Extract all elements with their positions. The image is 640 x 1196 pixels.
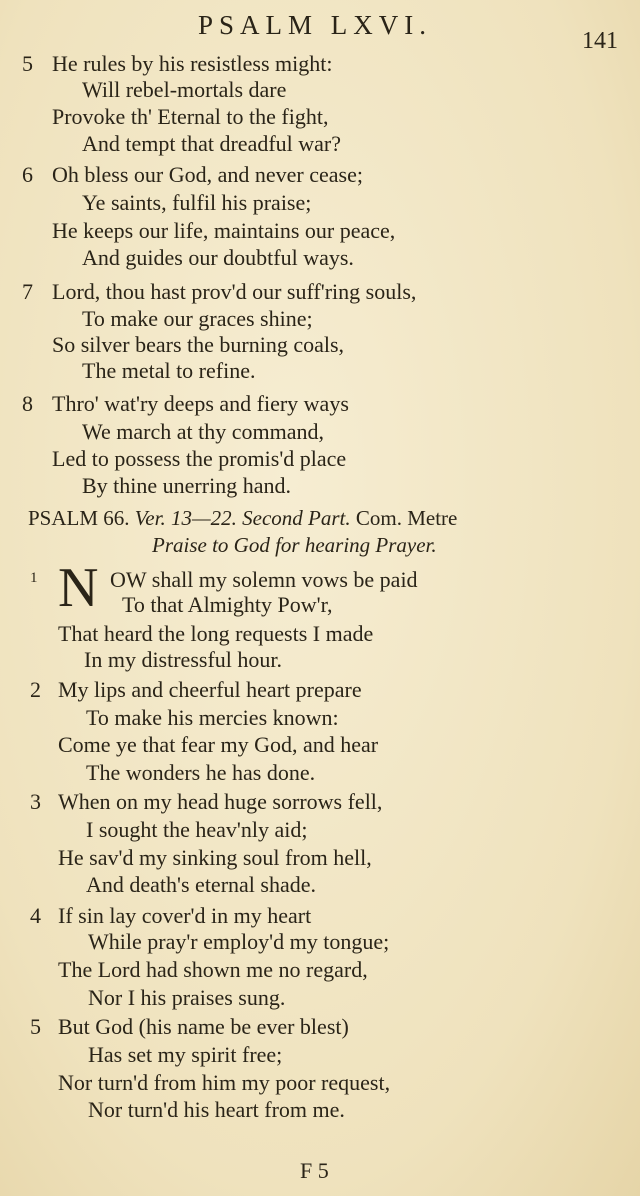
verse-line: I sought the heav'nly aid;: [86, 817, 308, 842]
verse-line: He rules by his resistless might:: [52, 51, 333, 76]
verse-line: And tempt that dreadful war?: [82, 131, 342, 156]
section-verses-ref: Ver. 13—22.: [134, 506, 237, 530]
verse-line: To make our graces shine;: [82, 306, 313, 331]
verse-line: Ye saints, fulfil his praise;: [82, 190, 312, 215]
verse-number: 5: [30, 1014, 41, 1039]
drop-cap: N: [58, 557, 99, 619]
verse-line: Led to possess the promis'd place: [52, 446, 347, 471]
verse-line: By thine unerring hand.: [82, 473, 291, 498]
verse-number: 4: [30, 903, 41, 928]
verse-line: Oh bless our God, and never cease;: [52, 162, 363, 187]
verse-number: 6: [22, 162, 33, 187]
verse-line: Thro' wat'ry deeps and fiery ways: [52, 391, 349, 416]
verse-line: Lord, thou hast prov'd our suff'ring souls,: [52, 279, 417, 304]
verse-line: Nor turn'd from him my poor request,: [58, 1070, 391, 1095]
verse-line: And death's eternal shade.: [86, 872, 316, 897]
verse-line: He sav'd my sinking soul from hell,: [58, 845, 372, 870]
signature-mark: F 5: [300, 1158, 329, 1183]
section-psalm: PSALM 66.: [28, 506, 130, 530]
verse-number: 8: [22, 391, 33, 416]
verse-line: OW shall my solemn vows be paid: [110, 567, 418, 592]
verse-line: While pray'r employ'd my tongue;: [88, 929, 390, 954]
verse-line: That heard the long requests I made: [58, 621, 374, 646]
verse-number: 5: [22, 51, 33, 76]
verse-line: Nor I his praises sung.: [88, 985, 286, 1010]
verse-line: When on my head huge sorrows fell,: [58, 789, 383, 814]
section-subtitle: Praise to God for hearing Prayer.: [152, 533, 437, 557]
verse-line: The wonders he has done.: [86, 760, 316, 785]
verse-line: To that Almighty Pow'r,: [122, 592, 333, 617]
verse-line: If sin lay cover'd in my heart: [58, 903, 312, 928]
verse-line: Has set my spirit free;: [88, 1042, 283, 1067]
verse-line: Nor turn'd his heart from me.: [88, 1097, 345, 1122]
verse-line: So silver bears the burning coals,: [52, 332, 345, 357]
running-head: PSALM LXVI.: [197, 10, 432, 40]
section-metre: Com. Metre: [355, 506, 458, 530]
section-part: Second Part.: [242, 506, 351, 530]
verse-line: Come ye that fear my God, and hear: [58, 732, 379, 757]
section-header: [28, 506, 457, 530]
verse-line: My lips and cheerful heart prepare: [58, 677, 362, 702]
verse-line: Will rebel-mortals dare: [82, 77, 287, 102]
verse-number: 3: [30, 789, 41, 814]
verse-line: Provoke th' Eternal to the fight,: [52, 104, 329, 129]
page-number: 141: [582, 28, 618, 54]
verse-line: We march at thy command,: [82, 419, 324, 444]
verse-line: And guides our doubtful ways.: [82, 245, 354, 270]
verse-number: 7: [22, 279, 33, 304]
verse-line: The metal to refine.: [82, 358, 256, 383]
verse-line: To make his mercies known:: [86, 705, 339, 730]
verse-line: But God (his name be ever blest): [58, 1014, 349, 1039]
verse-number: 1: [30, 570, 38, 586]
verse-line: He keeps our life, maintains our peace,: [52, 218, 396, 243]
verse-line: The Lord had shown me no regard,: [58, 957, 368, 982]
verse-line: In my distressful hour.: [84, 647, 282, 672]
verse-number: 2: [30, 677, 41, 702]
